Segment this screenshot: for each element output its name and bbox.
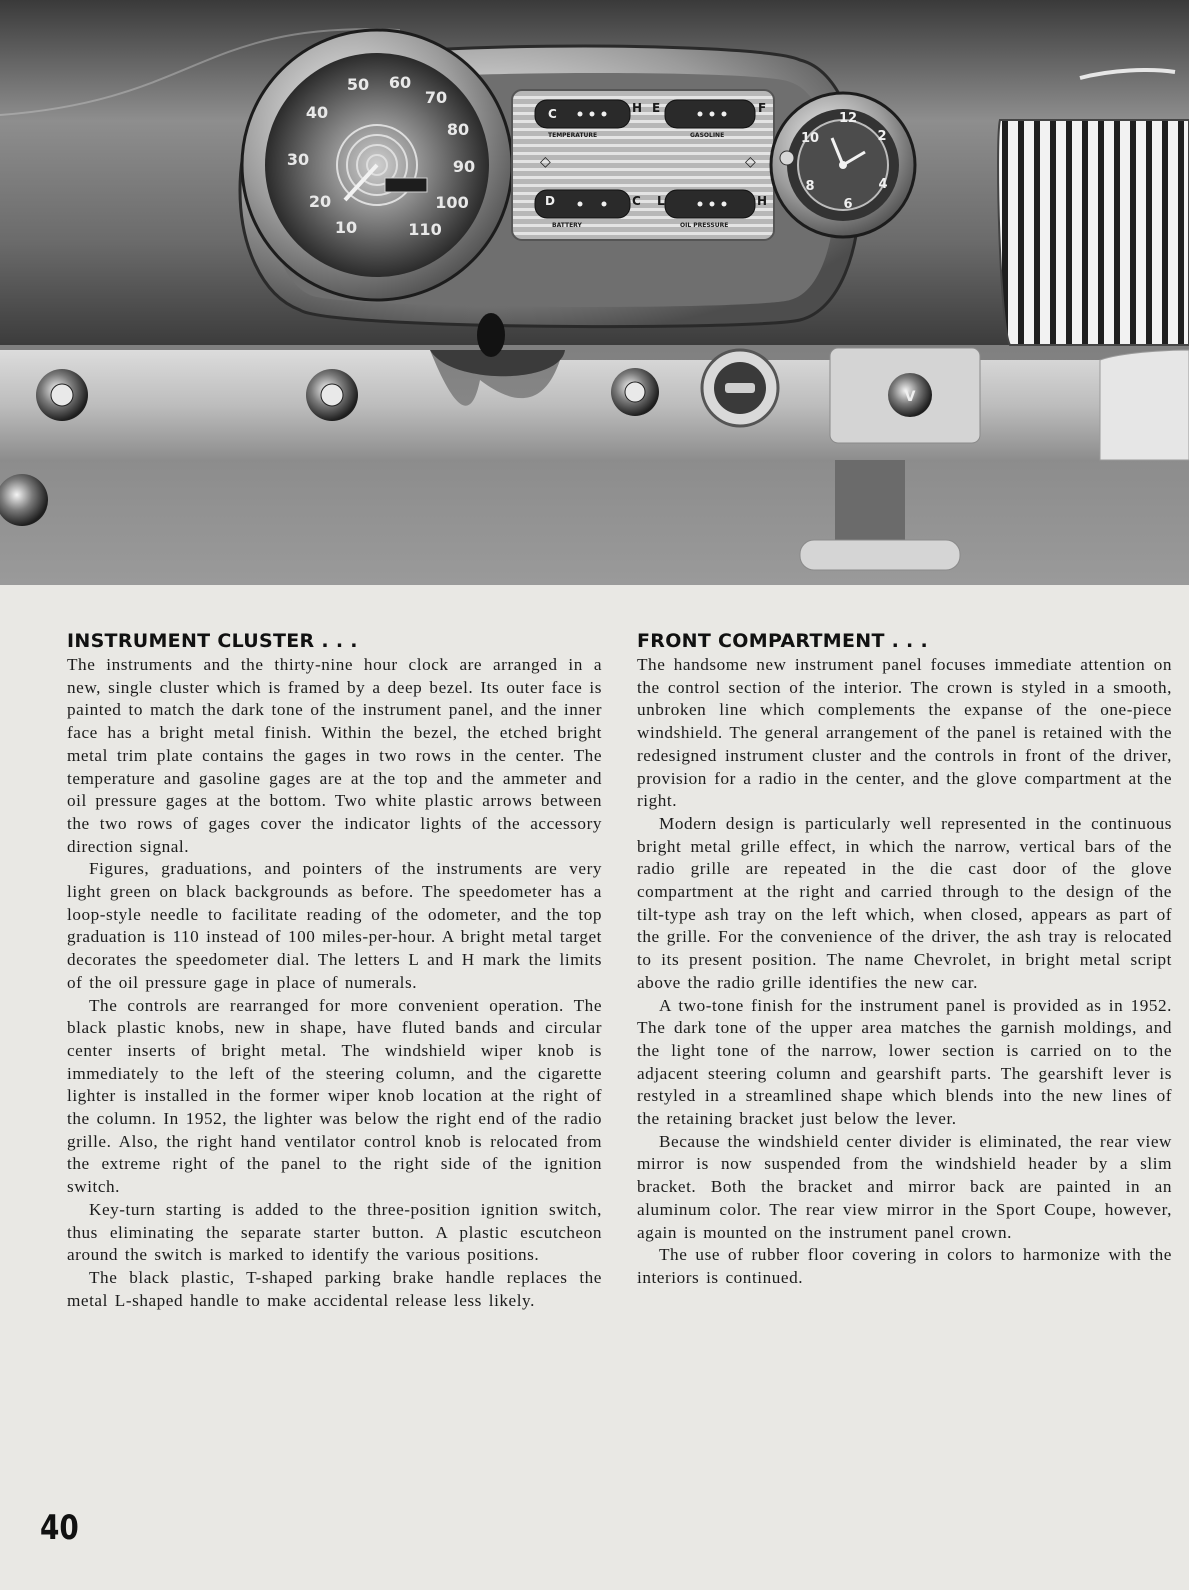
- instrument-cluster-paragraph-2: Figures, graduations, and pointers of the instruments are very light green on black backgrounds as before. The speedometer has a loop-style needle to facilitate reading of the odometer, and the top graduation is 110 instead of 100 miles-per-hour. A bright metal target decorates the speedometer dial. The letters L and H mark the limits of the oil pressure gage in place of numerals.: [67, 859, 602, 992]
- instrument-cluster-paragraph-4: Key-turn starting is added to the three-position ignition switch, thus eliminating the separate starter button. A plastic escutcheon around the switch is marked to identify the various positions.: [67, 1199, 602, 1265]
- wiper-knob: [306, 369, 358, 421]
- temp-gage-high: H: [632, 101, 643, 115]
- speedo-mark-70: 70: [424, 88, 448, 107]
- left-arrow-icon: ◇: [540, 154, 551, 170]
- instrument-cluster-heading: INSTRUMENT CLUSTER . . .: [67, 630, 358, 652]
- speedo-mark-10: 10: [334, 218, 358, 237]
- clock-mark-6: 6: [843, 197, 853, 212]
- ignition-switch: [702, 350, 778, 426]
- vent-knob-letter: V: [904, 389, 916, 405]
- temp-gage-caption: TEMPERATURE: [548, 132, 598, 139]
- speedo-mark-110: 110: [408, 220, 442, 239]
- gas-gage-caption: GASOLINE: [690, 132, 725, 139]
- headlight-knob: [36, 369, 88, 421]
- speedo-mark-90: 90: [452, 157, 476, 176]
- front-compartment-paragraph-4: Because the windshield center divider is eliminated, the rear view mirror is now suspended from the windshield header by a slim bracket. Both the bracket and mirror back are painted in an aluminum color. The rear view mirror in the Sport Coupe, however, again is mounted on the instrument panel crown.: [637, 1131, 1172, 1242]
- front-compartment-heading: FRONT COMPARTMENT . . .: [637, 630, 929, 652]
- clock-mark-8: 8: [805, 179, 815, 194]
- temp-gage-low: C: [548, 107, 557, 121]
- instrument-panel-photo: [0, 0, 1189, 585]
- clock-mark-12: 12: [838, 111, 858, 126]
- vent-control-knob: [888, 373, 932, 417]
- instrument-cluster-paragraph-5: The black plastic, T-shaped parking brake handle replaces the metal L-shaped handle to make accidental release less likely.: [67, 1267, 602, 1310]
- oil-gage-low: L: [657, 194, 665, 208]
- instrument-panel-illustration: [0, 0, 1189, 585]
- instrument-cluster-paragraph-1: The instruments and the thirty-nine hour clock are arranged in a new, single cluster which is framed by a deep bezel. Its outer face is painted to match the dark tone of the instrument panel, and the inner face has a bright metal finish. Within the bezel, the etched bright metal trim plate contains the gages in two rows in the center. The temperature and gasoline gages are at the top and the ammeter and oil pressure gages at the bottom. Two white plastic arrows between the two rows of gages cover the indicator lights of the accessory direction signal.: [67, 655, 602, 856]
- front-compartment-paragraph-2: Modern design is particularly well represented in the continuous bright metal grille effect, in which the narrow, vertical bars of the radio grille are repeated in the die cast door of the glove compartment at the right and carried through to the design of the tilt-type ash tray on the left which, when closed, appears as part of the grille. For the convenience of the driver, the ash tray is relocated to its present position. The name Chevrolet, in bright metal script above the radio grille identifies the new car.: [637, 813, 1172, 992]
- speedo-mark-40: 40: [305, 103, 329, 122]
- gas-gage-high: F: [758, 101, 767, 115]
- clock-mark-2: 2: [877, 129, 887, 144]
- instrument-cluster-paragraph-3: The controls are rearranged for more convenient operation. The black plastic knobs, new in shape, have fluted bands and circular center inserts of bright metal. The windshield wiper knob is immediately to the left of the steering column, and the cigarette lighter is installed in the former wiper knob location at the right of the column. In 1952, the lighter was below the right end of the radio grille. Also, the right hand ventilator control knob is relocated from the extreme right of the panel to the right side of the ignition switch.: [67, 995, 602, 1197]
- front-compartment-paragraph-3: A two-tone finish for the instrument panel is provided as in 1952. The dark tone of the upper area matches the garnish moldings, and the light tone of the narrow, lower section is carried on to the adjacent steering column and gearshift parts. The gearshift lever is restyled in a streamlined shape which blends into the new lines of the retaining bracket just below the lever.: [637, 995, 1172, 1129]
- speedo-mark-20: 20: [308, 192, 332, 211]
- page-number: 40: [40, 1508, 79, 1548]
- speedo-mark-100: 100: [435, 193, 469, 212]
- clock-mark-10: 10: [800, 131, 820, 146]
- front-compartment-paragraph-1: The handsome new instrument panel focuses immediate attention on the control section of the interior. The crown is styled in a smooth, unbroken line which complements the expanse of the one-piece windshield. The general arrangement of the panel is retained with the redesigned instrument cluster and the controls in front of the driver, provision for a radio in the center, and the glove compartment at the right.: [637, 655, 1172, 811]
- front-compartment-paragraph-5: The use of rubber floor covering in colors to harmonize with the interiors is continued.: [637, 1245, 1172, 1287]
- battery-gage-caption: BATTERY: [552, 222, 582, 229]
- speedo-mark-60: 60: [388, 73, 412, 92]
- right-arrow-icon: ◇: [745, 154, 756, 170]
- speedo-mark-50: 50: [346, 75, 370, 94]
- lighter-knob: [611, 368, 659, 416]
- oil-gage-high: H: [757, 194, 768, 208]
- speedo-mark-30: 30: [286, 150, 310, 169]
- clock-mark-4: 4: [878, 177, 888, 192]
- front-compartment-column: [637, 630, 1172, 1290]
- speedo-mark-80: 80: [446, 120, 470, 139]
- oil-gage-caption: OIL PRESSURE: [680, 222, 729, 229]
- battery-gage-high: C: [632, 194, 641, 208]
- battery-gage-low: D: [545, 194, 555, 208]
- instrument-cluster-column: [67, 630, 602, 1312]
- gas-gage-low: E: [652, 101, 661, 115]
